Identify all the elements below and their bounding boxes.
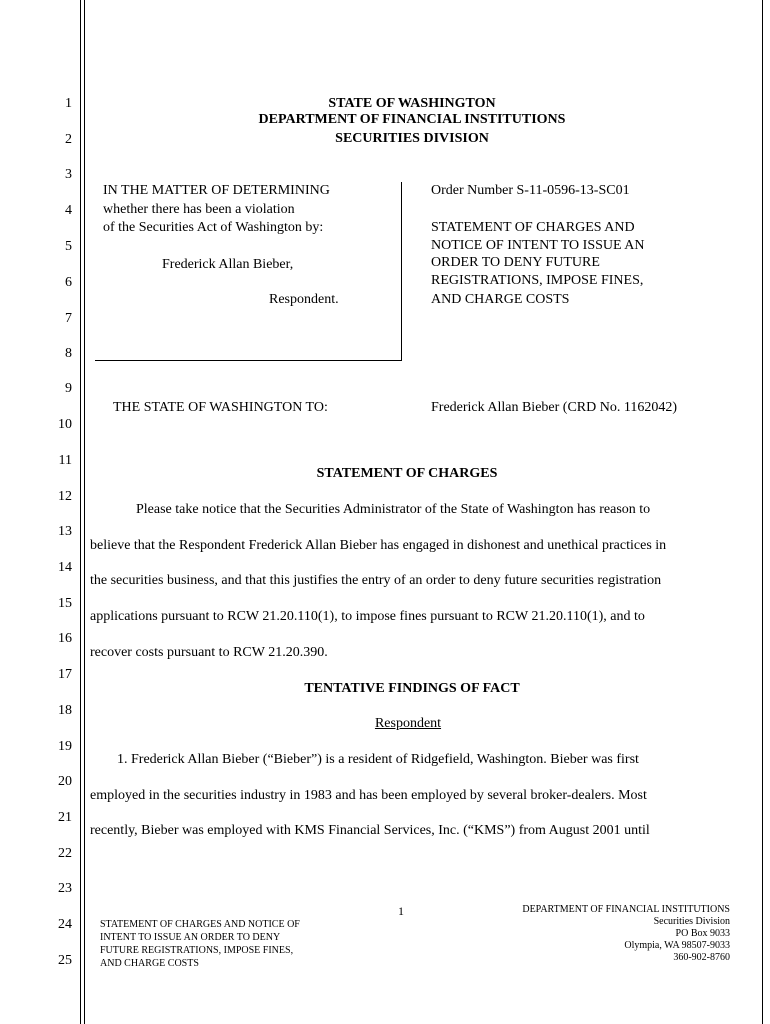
header-division: SECURITIES DIVISION [335, 131, 489, 146]
line-number: 14 [58, 560, 72, 575]
findings-paragraph-line: employed in the securities industry in 1983 and has been employed by several broker-dealers. Most [90, 788, 647, 803]
statement-paragraph-line: the securities business, and that this justifies the entry of an order to deny future securities registration [90, 573, 662, 588]
line-number: 19 [58, 739, 72, 754]
statement-paragraph-line: believe that the Respondent Frederick Allan Bieber has engaged in dishonest and unethical practices in [90, 538, 667, 553]
line-number: 3 [65, 167, 72, 182]
line-number: 9 [65, 381, 72, 396]
document-title-line2: NOTICE OF INTENT TO ISSUE AN [431, 238, 645, 253]
page-number: 1 [398, 904, 404, 918]
line-number: 25 [58, 953, 72, 968]
line-number: 5 [65, 239, 72, 254]
line-number: 22 [58, 846, 72, 861]
line-number: 16 [58, 631, 72, 646]
caption-matter-line3: of the Securities Act of Washington by: [103, 220, 324, 235]
line-number: 24 [58, 917, 72, 932]
findings-subheading: Respondent [374, 716, 442, 731]
margin-rule-inner-left [84, 0, 85, 1024]
line-number: 7 [65, 311, 72, 326]
respondent-name: Frederick Allan Bieber, [162, 257, 294, 272]
footer-right-line: Securities Division [653, 916, 730, 927]
line-number: 1 [65, 96, 72, 111]
findings-paragraph-line: recently, Bieber was employed with KMS Financial Services, Inc. (“KMS”) from August 2001 until [90, 823, 650, 838]
document-title-line5: AND CHARGE COSTS [431, 292, 570, 307]
footer-right-line: Olympia, WA 98507-9033 [624, 940, 730, 951]
line-number: 10 [58, 417, 72, 432]
line-number: 2 [65, 132, 72, 147]
findings-heading: TENTATIVE FINDINGS OF FACT [304, 681, 520, 696]
line-number: 8 [65, 346, 72, 361]
respondent-label: Respondent. [269, 292, 339, 307]
statement-heading: STATEMENT OF CHARGES [316, 466, 498, 481]
margin-rule-outer-left [80, 0, 81, 1024]
footer-right-line: DEPARTMENT OF FINANCIAL INSTITUTIONS [522, 904, 730, 915]
line-number: 21 [58, 810, 72, 825]
header-department: DEPARTMENT OF FINANCIAL INSTITUTIONS [258, 112, 566, 127]
address-to: THE STATE OF WASHINGTON TO: [113, 400, 328, 415]
statement-paragraph-line: Please take notice that the Securities Administrator of the State of Washington has reason to [136, 502, 651, 517]
footer-left-line: AND CHARGE COSTS [100, 958, 199, 969]
caption-matter-line2: whether there has been a violation [103, 202, 295, 217]
document-title-line4: REGISTRATIONS, IMPOSE FINES, [431, 273, 644, 288]
document-title-line3: ORDER TO DENY FUTURE [431, 255, 600, 270]
footer-left-line: STATEMENT OF CHARGES AND NOTICE OF [100, 919, 300, 930]
line-number: 18 [58, 703, 72, 718]
statement-paragraph-line: applications pursuant to RCW 21.20.110(1), to impose fines pursuant to RCW 21.20.110(1), and to [90, 609, 645, 624]
footer-right-line: PO Box 9033 [675, 928, 730, 939]
line-number: 4 [65, 203, 72, 218]
line-number: 23 [58, 881, 72, 896]
line-number: 20 [58, 774, 72, 789]
caption-divider-vertical [401, 182, 402, 361]
findings-paragraph-line: 1. Frederick Allan Bieber (“Bieber”) is a resident of Ridgefield, Washington. Bieber was first [117, 752, 639, 767]
margin-rule-right [762, 0, 763, 1024]
order-number: Order Number S-11-0596-13-SC01 [431, 183, 630, 198]
line-number: 17 [58, 667, 72, 682]
footer-right-line: 360-902-8760 [673, 952, 730, 963]
line-number: 13 [58, 524, 72, 539]
header-state: STATE OF WASHINGTON [328, 96, 496, 111]
line-number: 12 [58, 489, 72, 504]
address-recipient: Frederick Allan Bieber (CRD No. 1162042) [431, 400, 677, 415]
line-number: 15 [58, 596, 72, 611]
line-number: 11 [58, 453, 72, 468]
line-number: 6 [65, 275, 72, 290]
statement-paragraph-line: recover costs pursuant to RCW 21.20.390. [90, 645, 328, 660]
caption-divider-horizontal [95, 360, 402, 361]
footer-left-line: FUTURE REGISTRATIONS, IMPOSE FINES, [100, 945, 294, 956]
document-title-line1: STATEMENT OF CHARGES AND [431, 220, 635, 235]
caption-matter-line1: IN THE MATTER OF DETERMINING [103, 183, 330, 198]
footer-left-line: INTENT TO ISSUE AN ORDER TO DENY [100, 932, 281, 943]
